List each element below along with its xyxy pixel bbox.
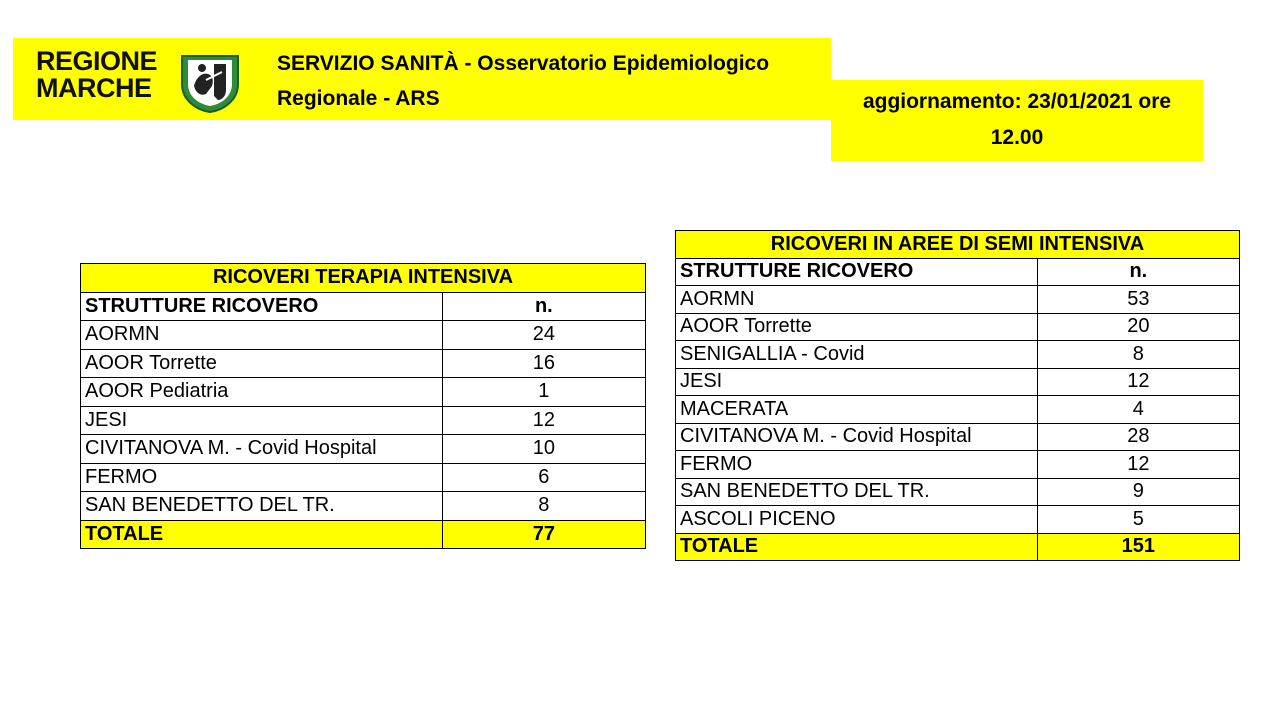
total-label: TOTALE: [81, 520, 443, 549]
update-line-1: aggiornamento: 23/01/2021 ore: [862, 90, 1172, 113]
table-caption-row: [676, 231, 1240, 259]
table-title: RICOVERI TERAPIA INTENSIVA: [81, 264, 646, 293]
table-row: [676, 478, 1240, 506]
structure-name-cell: AOOR Torrette: [676, 313, 1038, 341]
table-row: [81, 463, 646, 492]
header-title: [277, 46, 822, 116]
table-title: RICOVERI IN AREE DI SEMI INTENSIVA: [676, 231, 1240, 259]
count-cell: 9: [1037, 478, 1239, 506]
table-terapia-intensiva: [80, 263, 646, 549]
regione-marche-logo: [36, 46, 246, 116]
count-cell: 20: [1037, 313, 1239, 341]
column-header-n: n.: [1037, 258, 1239, 286]
structure-name-cell: AORMN: [676, 286, 1038, 314]
column-header-structure: STRUTTURE RICOVERO: [676, 258, 1038, 286]
count-cell: 12: [1037, 451, 1239, 479]
table-row: [676, 396, 1240, 424]
structure-name-cell: FERMO: [676, 451, 1038, 479]
structure-name-cell: AOOR Torrette: [81, 349, 443, 378]
count-cell: 8: [442, 492, 645, 521]
table-row: [676, 368, 1240, 396]
count-cell: 1: [442, 378, 645, 407]
structure-name-cell: ASCOLI PICENO: [676, 506, 1038, 534]
logo-text: [36, 48, 157, 102]
count-cell: 6: [442, 463, 645, 492]
structure-name-cell: CIVITANOVA M. - Covid Hospital: [676, 423, 1038, 451]
table-row: [676, 423, 1240, 451]
count-cell: 8: [1037, 341, 1239, 369]
total-row: [676, 533, 1240, 561]
table-row: [81, 349, 646, 378]
table-row: [676, 451, 1240, 479]
logo-line-2: MARCHE: [36, 73, 152, 103]
structure-name-cell: FERMO: [81, 463, 443, 492]
table-row: [81, 435, 646, 464]
structure-name-cell: AORMN: [81, 321, 443, 350]
table-row: [81, 492, 646, 521]
table-row: [81, 406, 646, 435]
structure-name-cell: SENIGALLIA - Covid: [676, 341, 1038, 369]
total-value: 151: [1037, 533, 1239, 561]
table-row: [676, 286, 1240, 314]
structure-name-cell: JESI: [676, 368, 1038, 396]
table-row: [676, 313, 1240, 341]
header-title-line-1: SERVIZIO SANITÀ - Osservatorio Epidemiologico: [277, 52, 770, 75]
structure-name-cell: MACERATA: [676, 396, 1038, 424]
column-header-structure: STRUTTURE RICOVERO: [81, 292, 443, 321]
update-line-2: 12.00: [990, 126, 1044, 149]
column-header-n: n.: [442, 292, 645, 321]
count-cell: 10: [442, 435, 645, 464]
total-label: TOTALE: [676, 533, 1038, 561]
update-timestamp: [831, 80, 1203, 161]
table-row: [676, 506, 1240, 534]
structure-name-cell: AOOR Pediatria: [81, 378, 443, 407]
count-cell: 28: [1037, 423, 1239, 451]
table-row: [81, 321, 646, 350]
count-cell: 12: [442, 406, 645, 435]
structure-name-cell: JESI: [81, 406, 443, 435]
count-cell: 4: [1037, 396, 1239, 424]
count-cell: 24: [442, 321, 645, 350]
structure-name-cell: SAN BENEDETTO DEL TR.: [676, 478, 1038, 506]
table-row: [676, 341, 1240, 369]
count-cell: 53: [1037, 286, 1239, 314]
table-header-row: [676, 258, 1240, 286]
count-cell: 16: [442, 349, 645, 378]
count-cell: 5: [1037, 506, 1239, 534]
header-title-line-2: Regionale - ARS: [277, 87, 440, 110]
structure-name-cell: SAN BENEDETTO DEL TR.: [81, 492, 443, 521]
table-header-row: [81, 292, 646, 321]
count-cell: 12: [1037, 368, 1239, 396]
total-value: 77: [442, 520, 645, 549]
structure-name-cell: CIVITANOVA M. - Covid Hospital: [81, 435, 443, 464]
shield-icon: [178, 50, 242, 114]
table-caption-row: [81, 264, 646, 293]
logo-line-1: REGIONE: [36, 46, 158, 76]
table-semi-intensiva: [675, 230, 1240, 561]
total-row: [81, 520, 646, 549]
table-row: [81, 378, 646, 407]
